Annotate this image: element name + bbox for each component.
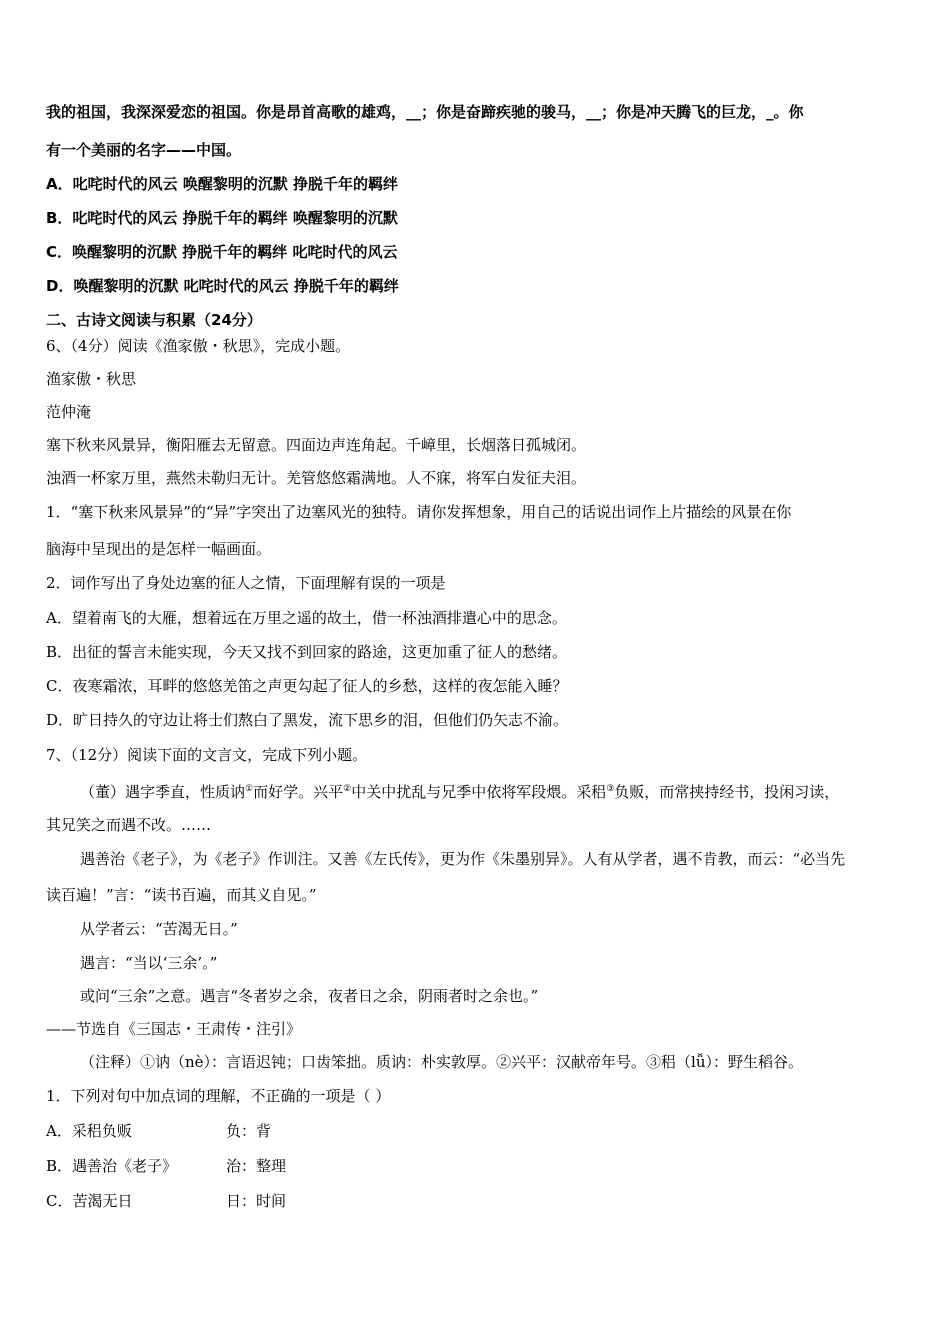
poem-author: 范仲淹 [46, 403, 92, 421]
section-2-title: 二、古诗文阅读与积累（24分） [46, 311, 262, 329]
q5-stem-line-1: 我的祖国，我深深爱恋的祖国。你是昂首高歌的雄鸡，__；你是奋蹄疾驰的骏马，__；你是冲天腾飞的巨龙，_。你 [46, 103, 804, 121]
passage-text: 中关中扰乱与兄季中依将军段煨。采稆 [351, 783, 607, 801]
passage-p1-line-1 [80, 779, 910, 802]
passage-text: 而好学。兴平 [253, 783, 344, 801]
option-gloss: 治：整理 [226, 1157, 287, 1175]
option-gloss: 负：背 [226, 1122, 272, 1140]
q7-sub1-option-a [46, 1121, 910, 1141]
q5-option-a: A．叱咤时代的风云 唤醒黎明的沉默 挣脱千年的羁绊 [46, 175, 399, 193]
passage-p5: 或问“三余”之意。遇言“冬者岁之余，夜者日之余，阴雨者时之余也。” [80, 987, 539, 1005]
passage-p2-line-1: 遇善治《老子》，为《老子》作训注。又善《左氏传》，更为作《朱墨别异》。人有从学者，遇不肯教，而云：“必当先 [80, 850, 846, 868]
q6-sub2-option-b: B．出征的誓言未能实现，今天又找不到回家的路途，这更加重了征人的愁绪。 [46, 643, 568, 661]
q7-sub1-stem: 1．下列对句中加点词的理解，不正确的一项是（ ） [46, 1087, 391, 1105]
poem-line-2: 浊酒一杯家万里，燕然未勒归无计。羌管悠悠霜满地。人不寐，将军白发征夫泪。 [46, 469, 587, 487]
q6-sub2-option-d: D．旷日持久的守边让将士们熬白了黑发，流下思乡的泪，但他们仍矢志不渝。 [46, 711, 569, 729]
footnote-marker: ② [343, 784, 352, 794]
passage-p4: 遇言：“当以‘三余’。” [80, 954, 218, 972]
q7-intro: 7、（12分）阅读下面的文言文，完成下列小题。 [46, 746, 368, 764]
option-gloss: 日：时间 [226, 1192, 287, 1210]
poem-line-1: 塞下秋来风景异，衡阳雁去无留意。四面边声连角起。千嶂里，长烟落日孤城闭。 [46, 436, 587, 454]
q5-option-c: C．唤醒黎明的沉默 挣脱千年的羁绊 叱咤时代的风云 [46, 243, 398, 261]
passage-source: ——节选自《三国志・王肃传・注引》 [46, 1020, 302, 1038]
q6-sub1-line-1: 1．“塞下秋来风景异”的“异”字突出了边塞风光的独特。请你发挥想象，用自己的话说出词作上片描绘的风景在你 [46, 503, 792, 521]
q7-sub1-option-c [46, 1191, 910, 1211]
poem-title: 渔家傲・秋思 [46, 370, 137, 388]
option-label: C．苦渴无日 [46, 1192, 133, 1210]
q7-sub1-option-b [46, 1156, 910, 1176]
q6-intro: 6、（4分）阅读《渔家傲・秋思》，完成小题。 [46, 337, 351, 355]
q6-sub1-line-2: 脑海中呈现出的是怎样一幅画面。 [46, 540, 272, 558]
passage-p1-line-2: 其兄笑之而遇不改。…… [46, 816, 212, 834]
passage-text: 负贩，而常挟持经书，投闲习读， [614, 783, 840, 801]
passage-p2-line-2: 读百遍！”言：“读书百遍，而其义自见。” [46, 886, 317, 904]
footnote-marker: ① [245, 784, 254, 794]
q5-stem-line-2: 有一个美丽的名字——中国。 [46, 141, 242, 159]
q5-option-b: B．叱咤时代的风云 挣脱千年的羁绊 唤醒黎明的沉默 [46, 209, 398, 227]
passage-note: （注释）①讷（nè）：言语迟钝；口齿笨拙。质讷：朴实敦厚。②兴平：汉献帝年号。③稆（lǚ）：野生稻谷。 [80, 1053, 804, 1071]
q6-sub2-stem: 2．词作写出了身处边塞的征人之情，下面理解有误的一项是 [46, 574, 446, 592]
q5-option-d: D．唤醒黎明的沉默 叱咤时代的风云 挣脱千年的羁绊 [46, 277, 399, 295]
option-label: A．采稆负贩 [46, 1122, 132, 1140]
q6-sub2-option-c: C．夜寒霜浓，耳畔的悠悠羌笛之声更勾起了征人的乡愁，这样的夜怎能入睡？ [46, 677, 568, 695]
passage-text: （董）遇字季直，性质讷 [80, 783, 246, 801]
passage-p3: 从学者云：“苦渴无日。” [80, 920, 238, 938]
option-label: B．遇善治《老子》 [46, 1157, 178, 1175]
footnote-marker: ③ [606, 784, 615, 794]
q6-sub2-option-a: A．望着南飞的大雁，想着远在万里之遥的故土，借一杯浊酒排遣心中的思念。 [46, 609, 567, 627]
